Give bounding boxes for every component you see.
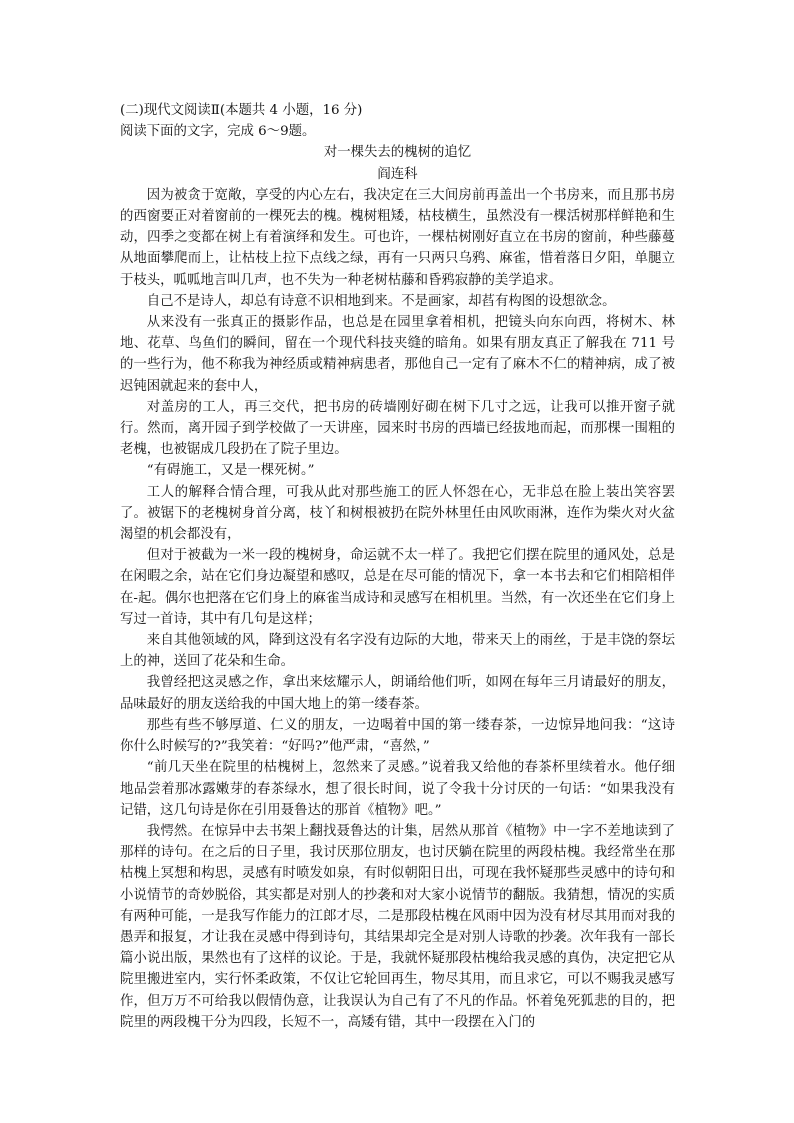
document-page [120,100,675,1033]
paragraph-9: 我曾经把这灵感之作，拿出来炫耀示人，朗诵给他们听，如网在每年三月请最好的朋友，品味最好的朋友送给我的中国大地上的第一缕春茶。 [120,675,675,712]
article-author: 阎连科 [377,166,418,182]
paragraph-10: 那些有些不够厚道、仁义的朋友，一边喝着中国的第一缕春茶，一边惊异地问我：“这诗你什么时候写的?”我笑着：“好吗?”他严肃，“喜然，” [120,717,675,755]
paragraph-3: 从来没有一张真正的摄影作品，也总是在园里拿着相机，把镜头向东向西，将树木、林地、花草、鸟鱼们的瞬间，留在一个现代科技夹缝的暗角。如果有朋友真正了解我在 711 号的一些行为，他不称我为神经质或精神病患者，那他自己一定有了麻木不仁的精神病，成了被迟钝困就起来的套中人， [120,315,675,394]
reading-instruction: 阅读下面的文字，完成 6～9题。 [120,124,316,140]
paragraph-2: 自己不是诗人，却总有诗意不识相地到来。不是画家，却萏有构图的设想欲念。 [146,293,616,309]
paragraph-5: “有碍施工，又是一棵死树。” [146,463,315,479]
section-heading: (二)现代文阅读Ⅱ(本题共 4 小题，16 分) [120,103,363,118]
paragraph-8: 来自其他领域的风，降到这没有名字没有边际的大地，带来天上的雨丝，于是丰饶的祭坛上的神，送回了花朵和生命。 [120,633,675,670]
article-title: 对一棵失去的槐树的追忆 [323,145,472,161]
paragraph-4: 对盖房的工人，再三交代，把书房的砖墙刚好砌在树下几寸之远，让我可以推开窗子就行。然而，离开园子到学校做了一天讲座，园来时书房的西墙已经拔地而起，而那棵一围粗的老槐，也被锯成几段扔在了院子里边。 [120,399,675,458]
paragraph-12: 我愕然。在惊异中去书架上翻找聂鲁达的计集，居然从那首《植物》中一字不差地读到了那样的诗句。在之后的日子里，我讨厌那位朋友，也讨厌躺在院里的两段枯槐。我经常坐在那枯槐上冥想和构思，灵感有时喷发如泉，有时似朝阳日出，可现在我怀疑那些灵感中的诗句和小说情节的奇妙脱俗，其实都是对别人的抄袭和对大家小说情节的翻版。我猜想，情况的实质有两种可能，一是我写作能力的江郎才尽，二是那段枯槐在风雨中因为没有材尽其用而对我的愚弄和报复，才让我在灵感中得到诗句，其结果却完全是对别人诗歌的抄袭。次年我有一部长篇小说出版，果然也有了这样的议论。于是，我就怀疑那段枯槐给我灵感的真伪，决定把它从院里搬进室内，实行怀柔政策，不仅让它轮回再生，物尽其用，而且求它，可以不赐我灵感写作，但万万不可给我以假情伪意，让我误认为自己有了不凡的作品。怀着兔死狐悲的目的，把院里的两段槐干分为四段，长短不一，高矮有错，其中一段摆在入门的 [120,823,675,1030]
paragraph-11: “前几天坐在院里的枯槐树上，忽然来了灵感。”说着我又给他的春茶杯里续着水。他仔细地品尝着那冰露嫩芽的春茶绿水，想了很长时间，说了令我十分讨厌的一句话：“如果我没有记错，这几句诗是你在引用聂鲁达的那首《植物》吧。” [120,760,675,818]
paragraph-7: 但对于被截为一米一段的槐树身，命运就不太一样了。我把它们摆在院里的通风处，总是在闲暇之余，站在它们身边凝望和感叹，总是在尽可能的情况下，拿一本书去和它们相陪相伴在-起。偶尔也把落在它们身上的麻雀当成诗和灵感写在相机里。当然，有一次还坐在它们身上写过一首诗，其中有几句是这样； [120,548,675,627]
paragraph-1: 因为被贪于宽敞，享受的内心左右，我决定在三大间房前再盖出一个书房来，而且那书房的西窗要正对着窗前的一棵死去的槐。槐树粗矮，枯枝横生，虽然没有一棵活树那样鲜艳和生动，四季之变都在树上有着演绎和发生。可也许，一棵枯树刚好直立在书房的窗前，种些藤蔓从地面攀爬而上，让枯枝上拉下点线之绿，再有一只两只乌鸦、麻雀，惜着落日夕阳，单腿立于枝头，呱呱地言叫几声，也不失为一种老树枯藤和昏鸦寂静的美学追求。 [120,187,675,288]
paragraph-6: 工人的解释合情合理，可我从此对那些施工的匠人怀怨在心，无非总在脸上装出笑容罢了。被锯下的老槐树身首分离，枝丫和树根被扔在院外林里任由风吹雨淋，连作为柴火对火盆渴望的机会都没有， [120,484,675,543]
